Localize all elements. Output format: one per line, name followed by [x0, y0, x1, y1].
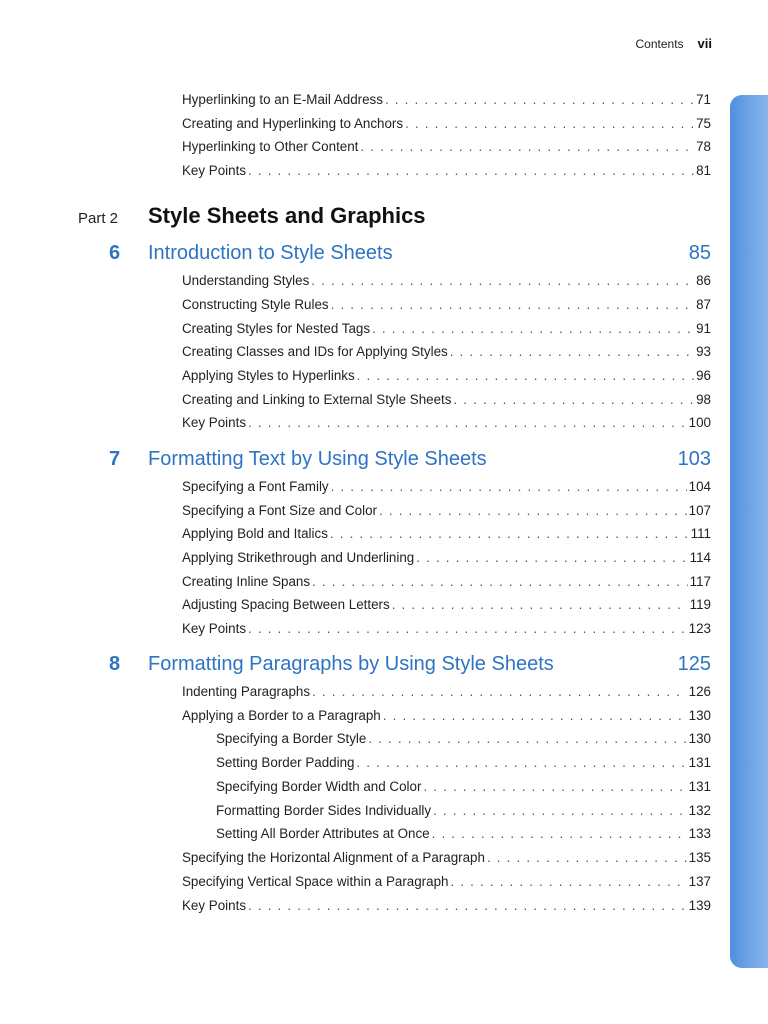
- toc-subentry[interactable]: [216, 779, 711, 799]
- entry-title: Formatting Border Sides Individually: [216, 803, 432, 818]
- entry-page: 93: [696, 344, 711, 359]
- chapter-number: 8: [109, 653, 121, 675]
- dot-leader: [450, 874, 686, 889]
- entry-title: Hyperlinking to an E-Mail Address: [182, 92, 383, 107]
- entry-page: 132: [688, 803, 711, 818]
- entry-page: 131: [688, 779, 711, 794]
- entry-page: 98: [696, 392, 711, 407]
- entry-page: 123: [688, 621, 711, 636]
- toc-subentry[interactable]: [216, 755, 711, 775]
- chapter-number: 6: [109, 242, 121, 264]
- entry-page: 130: [688, 731, 711, 746]
- entry-title: Creating Classes and IDs for Applying Styles: [182, 344, 448, 359]
- entry-title: Hyperlinking to Other Content: [182, 139, 359, 154]
- dot-leader: [487, 850, 687, 865]
- chapter-title: Formatting Text by Using Style Sheets: [148, 448, 487, 470]
- entry-page: 139: [688, 898, 711, 913]
- toc-entry[interactable]: [182, 684, 711, 704]
- dot-leader: [331, 297, 694, 312]
- entry-title: Indenting Paragraphs: [182, 684, 311, 699]
- chapter-page: 85: [688, 242, 711, 264]
- entry-page: 114: [689, 550, 711, 565]
- toc-entry[interactable]: [182, 503, 711, 523]
- toc-entry[interactable]: [182, 368, 711, 388]
- toc-entry[interactable]: [182, 597, 711, 617]
- entry-page: 96: [696, 368, 711, 383]
- entry-page: 87: [696, 297, 711, 312]
- chapter-title: Formatting Paragraphs by Using Style Sheets: [148, 653, 554, 675]
- entry-title: Applying Styles to Hyperlinks: [182, 368, 355, 383]
- entry-title: Applying Strikethrough and Underlining: [182, 550, 415, 565]
- chapter-page: 103: [677, 448, 711, 470]
- entry-title: Creating Inline Spans: [182, 574, 311, 589]
- entry-page: 137: [688, 874, 711, 889]
- entry-title: Creating and Linking to External Style Sheets: [182, 392, 452, 407]
- entry-page: 117: [689, 574, 711, 589]
- dot-leader: [311, 273, 694, 288]
- dot-leader: [379, 503, 687, 518]
- part-heading: [78, 203, 426, 235]
- entry-title: Creating Styles for Nested Tags: [182, 321, 371, 336]
- entry-page: 104: [688, 479, 711, 494]
- toc-entry[interactable]: [182, 163, 711, 183]
- entry-title: Constructing Style Rules: [182, 297, 329, 312]
- toc-entry[interactable]: [182, 415, 711, 435]
- entry-page: 135: [688, 850, 711, 865]
- toc-entry[interactable]: [182, 392, 711, 412]
- entry-title: Specifying a Font Size and Color: [182, 503, 378, 518]
- toc-entry[interactable]: [182, 344, 711, 364]
- entry-page: 91: [696, 321, 711, 336]
- entry-page: 86: [696, 273, 711, 288]
- dot-leader: [368, 731, 686, 746]
- entry-page: 71: [696, 92, 711, 107]
- toc-subentry[interactable]: [216, 826, 711, 846]
- dot-leader: [360, 139, 694, 154]
- toc-entry[interactable]: [182, 92, 711, 112]
- entry-title: Creating and Hyperlinking to Anchors: [182, 116, 404, 131]
- entry-title: Key Points: [182, 415, 247, 430]
- toc-entry[interactable]: [182, 898, 711, 918]
- entry-page: 131: [688, 755, 711, 770]
- dot-leader: [356, 755, 686, 770]
- entry-title: Applying Bold and Italics: [182, 526, 328, 541]
- chapter-heading[interactable]: [100, 653, 711, 683]
- chapter-number: 7: [109, 448, 121, 470]
- entry-page: 75: [696, 116, 711, 131]
- dot-leader: [248, 621, 687, 636]
- dot-leader: [432, 826, 687, 841]
- dot-leader: [248, 163, 694, 178]
- entry-page: 78: [696, 139, 711, 154]
- entry-page: 130: [688, 708, 711, 723]
- toc-subentry[interactable]: [216, 803, 711, 823]
- dot-leader: [357, 368, 694, 383]
- entry-page: 133: [688, 826, 711, 841]
- chapter-page: 125: [677, 653, 711, 675]
- entry-title: Specifying Border Width and Color: [216, 779, 422, 794]
- chapter-title: Introduction to Style Sheets: [148, 242, 393, 264]
- dot-leader: [392, 597, 688, 612]
- chapter-heading[interactable]: [100, 448, 711, 478]
- entry-title: Specifying Vertical Space within a Paragraph: [182, 874, 449, 889]
- part-label: Part 2: [78, 210, 119, 227]
- dot-leader: [416, 550, 687, 565]
- entry-title: Key Points: [182, 163, 247, 178]
- toc-entry[interactable]: [182, 550, 711, 570]
- dot-leader: [312, 684, 687, 699]
- toc-entry[interactable]: [182, 708, 711, 728]
- toc-entry[interactable]: [182, 526, 711, 546]
- dot-leader: [383, 708, 687, 723]
- entry-page: 107: [688, 503, 711, 518]
- entry-page: 81: [696, 163, 711, 178]
- toc-entry[interactable]: [182, 621, 711, 641]
- dot-leader: [248, 898, 687, 913]
- toc-entry[interactable]: [182, 874, 711, 894]
- dot-leader: [433, 803, 687, 818]
- entry-title: Key Points: [182, 621, 247, 636]
- entry-title: Adjusting Spacing Between Letters: [182, 597, 390, 612]
- toc-subentry[interactable]: [216, 731, 711, 751]
- part-title: Style Sheets and Graphics: [148, 203, 426, 228]
- entry-title: Specifying a Font Family: [182, 479, 329, 494]
- entry-title: Setting Border Padding: [216, 755, 355, 770]
- toc-entry[interactable]: [182, 850, 711, 870]
- header-label: Contents: [635, 37, 684, 51]
- entry-page: 126: [688, 684, 711, 699]
- dot-leader: [331, 479, 687, 494]
- dot-leader: [453, 392, 694, 407]
- dot-leader: [372, 321, 694, 336]
- dot-leader: [330, 526, 689, 541]
- dot-leader: [405, 116, 694, 131]
- toc-entry[interactable]: [182, 273, 711, 293]
- toc-entry[interactable]: [182, 321, 711, 341]
- entry-title: Specifying a Border Style: [216, 731, 367, 746]
- entry-page: 111: [690, 526, 711, 541]
- entry-page: 119: [689, 597, 711, 612]
- toc-entry[interactable]: [182, 139, 711, 159]
- dot-leader: [312, 574, 688, 589]
- entry-page: 100: [688, 415, 711, 430]
- toc-entry[interactable]: [182, 574, 711, 594]
- running-header: [636, 36, 713, 51]
- chapter-heading[interactable]: [100, 242, 711, 272]
- toc-entry[interactable]: [182, 297, 711, 317]
- dot-leader: [248, 415, 687, 430]
- entry-title: Understanding Styles: [182, 273, 310, 288]
- thumb-tab: [730, 95, 768, 968]
- dot-leader: [385, 92, 694, 107]
- dot-leader: [423, 779, 686, 794]
- page-number: vii: [697, 36, 712, 51]
- toc-entry[interactable]: [182, 479, 711, 499]
- entry-title: Key Points: [182, 898, 247, 913]
- entry-title: Applying a Border to a Paragraph: [182, 708, 381, 723]
- entry-title: Setting All Border Attributes at Once: [216, 826, 430, 841]
- entry-title: Specifying the Horizontal Alignment of a Paragraph: [182, 850, 485, 865]
- dot-leader: [450, 344, 694, 359]
- toc-entry[interactable]: [182, 116, 711, 136]
